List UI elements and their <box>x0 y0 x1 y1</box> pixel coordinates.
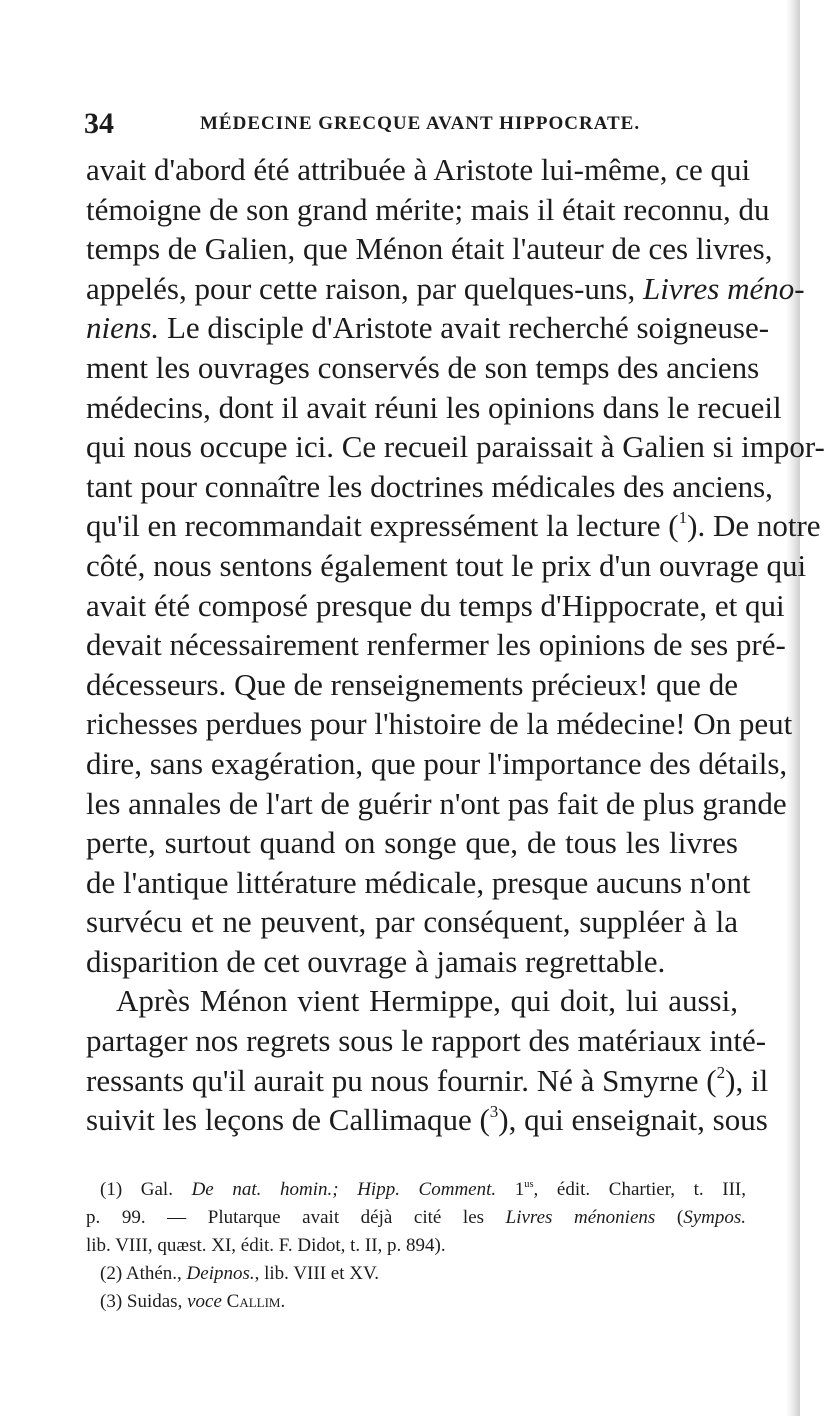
text-line: Après Ménon vient Hermippe, qui doit, lui aussi, <box>116 983 738 1019</box>
text-line: survécu et ne peuvent, par conséquent, suppléer à la <box>86 904 738 940</box>
running-header <box>84 104 724 144</box>
text-line: niens. Le disciple d'Aristote avait recherché soigneuse- <box>86 310 770 346</box>
footnote: (3) Suidas, voce Callim. <box>100 1291 286 1312</box>
text-line: disparition de cet ouvrage à jamais regrettable. <box>86 943 666 979</box>
footnote: p. 99. — Plutarque avait déjà cité les Livres ménoniens (Sympos. <box>86 1207 747 1228</box>
text-line: médecins, dont il avait réuni les opinions dans le recueil <box>86 389 782 425</box>
footnote: (2) Athén., Deipnos., lib. VIII et XV. <box>100 1263 379 1284</box>
footnote-ref: 1 <box>678 508 688 528</box>
text-line: avait été composé presque du temps d'Hippocrate, et qui <box>86 587 785 623</box>
footnote-ref: 2 <box>716 1062 726 1082</box>
footnote-ref: 3 <box>489 1102 499 1122</box>
book-title: Livres méno- <box>642 270 805 306</box>
text-line: côté, nous sentons également tout le prix d'un ouvrage qui <box>86 547 807 583</box>
text-line: perte, surtout quand on songe que, de tous les livres <box>86 825 738 861</box>
text-line: qu'il en recommandait expressément la lecture ($^1$). De notre <box>86 508 821 544</box>
text-line: les annales de l'art de guérir n'ont pas fait de plus grande <box>86 785 787 821</box>
footnote: (1) Gal. De nat. homin.; Hipp. Comment. $1^{us}$, édit. Chartier, t. III, <box>100 1179 747 1200</box>
text-line: temps de Galien, que Ménon était l'auteur de ces livres, <box>86 231 773 267</box>
running-title: MÉDECINE GRECQUE AVANT HIPPOCRATE. <box>200 113 641 134</box>
text-line: suivit les leçons de Callimaque ($^3$), qui enseignait, sous <box>86 1102 768 1138</box>
text-line: qui nous occupe ici. Ce recueil paraissait à Galien si impor- <box>86 429 825 465</box>
text-line: avait d'abord été attribuée à Aristote lui-même, ce qui <box>86 152 751 187</box>
text-line: ment les ouvrages conservés de son temps des anciens <box>86 349 760 385</box>
text-line: richesses perdues pour l'histoire de la médecine! On peut <box>86 706 793 742</box>
text-line: décesseurs. Que de renseignements précieux! que de <box>86 666 738 702</box>
text-line: dire, sans exagération, que pour l'importance des détails, <box>86 745 788 781</box>
body-text <box>86 150 825 1140</box>
footnotes <box>86 1176 746 1316</box>
text-line: témoigne de son grand mérite; mais il était reconnu, du <box>86 191 770 227</box>
book-title: niens. <box>86 310 160 346</box>
text-line: de l'antique littérature médicale, presque aucuns n'ont <box>86 864 751 900</box>
footnote: lib. VIII, quæst. XI, édit. F. Didot, t. II, p. 894). <box>86 1235 446 1256</box>
text-line: partager nos regrets sous le rapport des matériaux inté- <box>86 1023 767 1059</box>
text-line: tant pour connaître les doctrines médicales des anciens, <box>86 468 773 504</box>
text-line: appelés, pour cette raison, par quelques-uns, Livres méno- <box>86 270 805 306</box>
page-number: 34 <box>84 107 114 140</box>
text-line: ressants qu'il aurait pu nous fournir. Né à Smyrne ($^2$), il <box>86 1062 769 1098</box>
text-line: devait nécessairement renfermer les opinions de ses pré- <box>86 627 786 663</box>
